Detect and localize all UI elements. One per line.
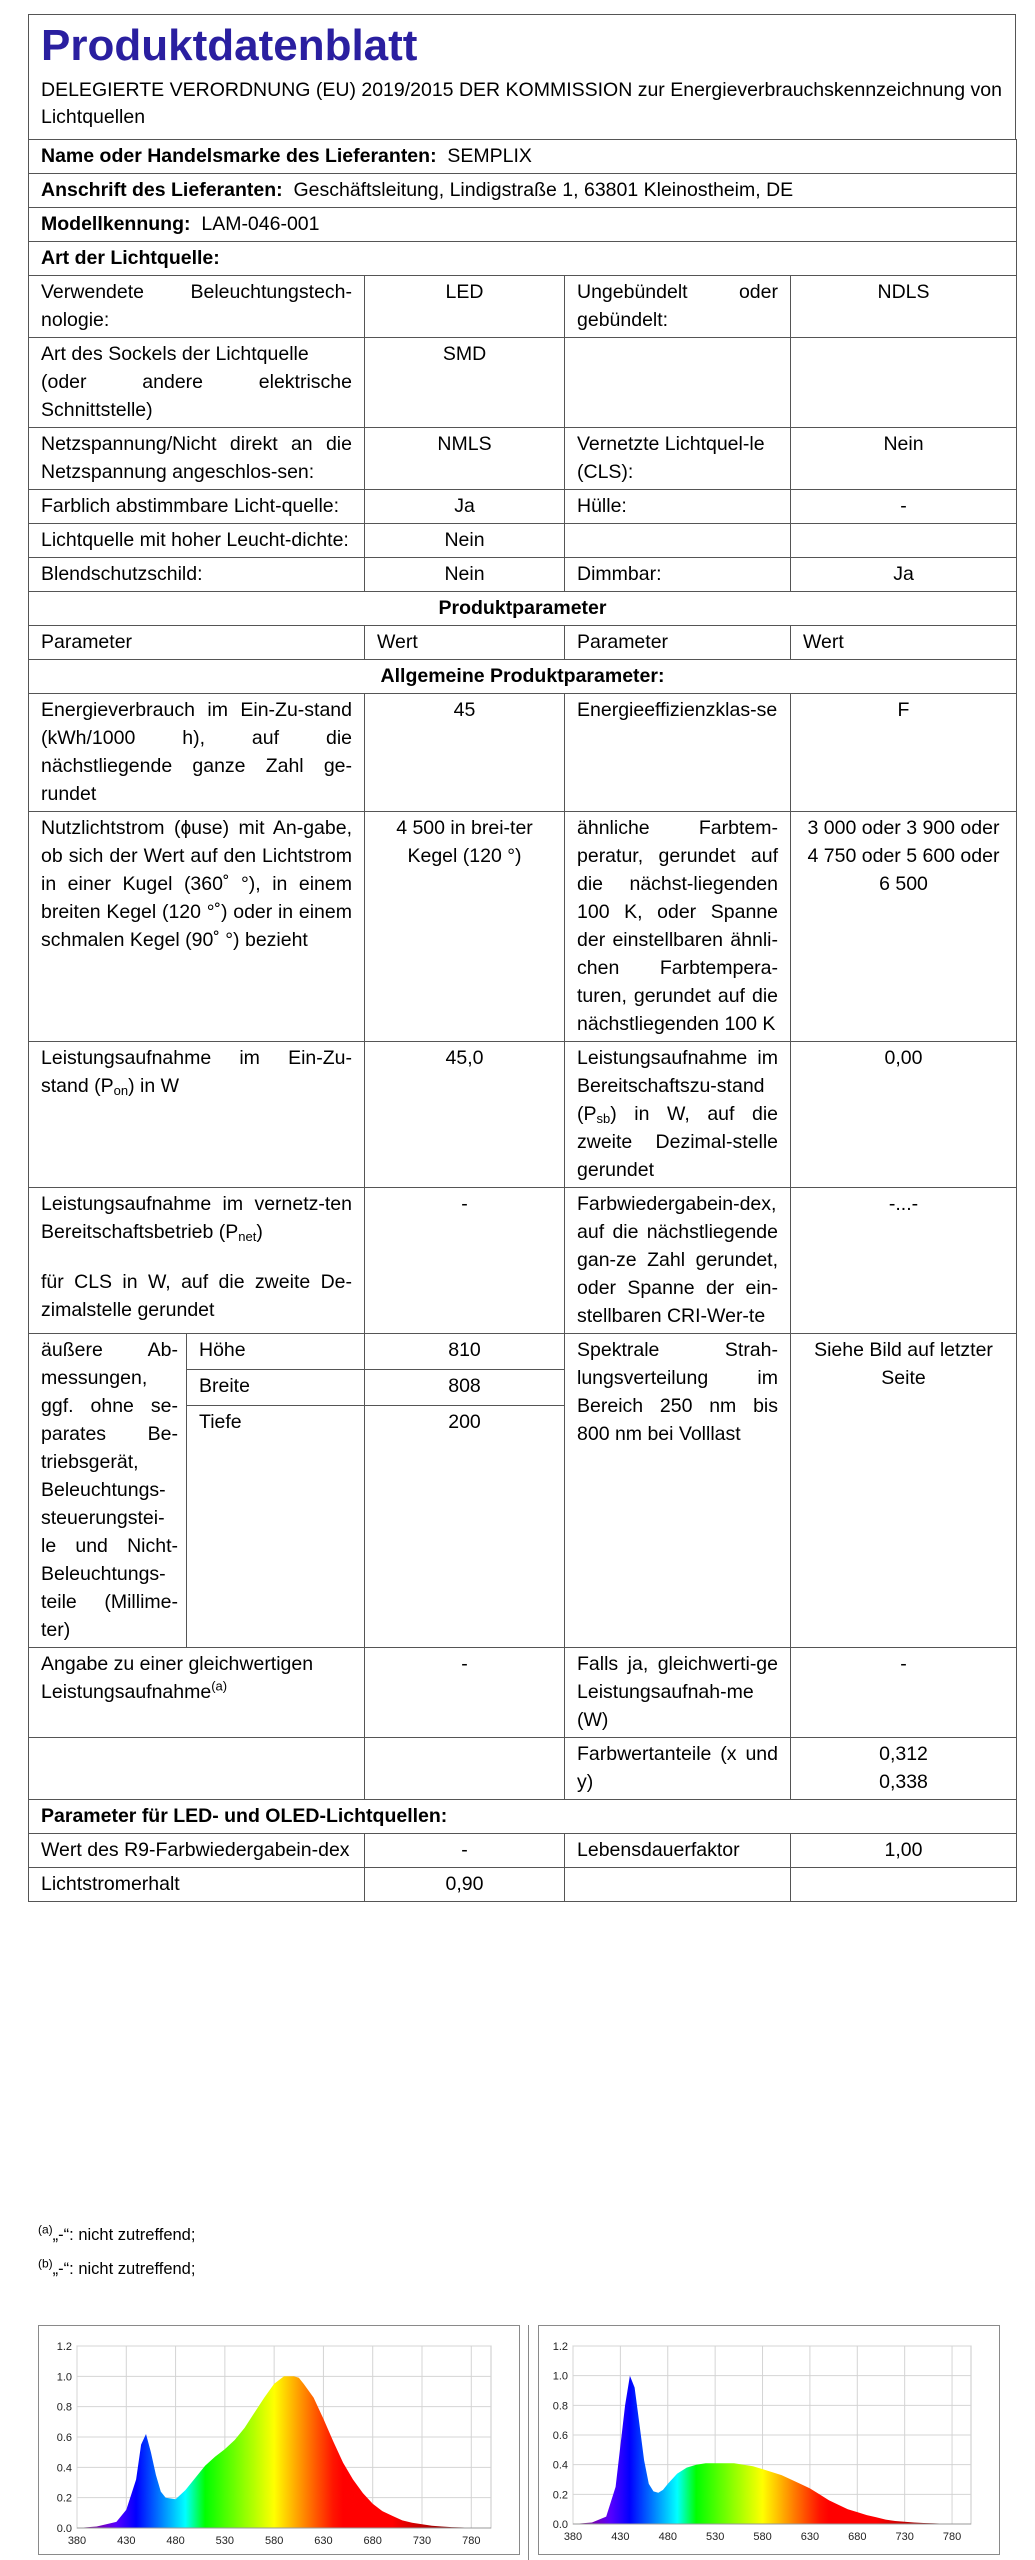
model-row (29, 208, 1017, 242)
high-luminance-label: Lichtquelle mit hoher Leucht-dichte: (29, 524, 365, 558)
model-value: LAM-046-001 (201, 213, 320, 235)
x-tick-label: 730 (412, 2535, 432, 2547)
datasheet-table (28, 139, 1017, 1902)
y-tick-label: 0.8 (552, 2400, 568, 2413)
y-tick-label: 0.0 (56, 2523, 72, 2535)
x-tick-label: 380 (67, 2535, 87, 2547)
on-mode-power-label (29, 1042, 365, 1188)
product-params-heading: Produktparameter (29, 592, 1017, 626)
cap-label (29, 338, 365, 428)
lumen-maintenance-value: 0,90 (365, 1868, 565, 1902)
y-tick-label: 1.0 (552, 2370, 568, 2383)
flux-value: 4 500 in brei-ter Kegel (120 °) (365, 812, 565, 1042)
x-tick-label: 730 (895, 2531, 914, 2543)
col-header-value2: Wert (791, 626, 1017, 660)
psb-label-sub: sb (596, 1111, 611, 1126)
supplier-name-label: Name oder Handelsmarke des Lieferanten: (41, 145, 437, 167)
y-tick-label: 0.6 (552, 2430, 568, 2442)
x-tick-label: 380 (563, 2531, 583, 2543)
footnote-a-text: „-“: nicht zutreffend; (52, 2226, 196, 2244)
y-tick-label: 0.2 (552, 2489, 568, 2502)
pnet-label-text: Leistungsaufnahme im vernetz-ten Bereitschaftsbetrieb (P (41, 1193, 352, 1243)
psb-label-text: Leistungsaufnahme im Bereitschaftszu-stand (P (577, 1047, 778, 1125)
energy-value: 45 (365, 694, 565, 812)
x-tick-label: 480 (166, 2535, 185, 2547)
networked-standby-label (29, 1188, 365, 1334)
colour-tunable-value: Ja (365, 490, 565, 524)
envelope-label: Hülle: (565, 490, 791, 524)
mains-label: Netzspannung/Nicht direkt an die Netzspannung angeschlos-sen: (29, 428, 365, 490)
light-source-heading-row (29, 242, 1017, 276)
col-header-param2: Parameter (565, 626, 791, 660)
x-tick-label: 480 (658, 2531, 677, 2543)
footnote-a-mark: (a) (38, 2222, 53, 2237)
footnote-b (38, 2256, 196, 2279)
empty-cell (187, 1442, 365, 1648)
on-mode-power-value: 45,0 (365, 1042, 565, 1188)
cct-value: 3 000 oder 3 900 oder 4 750 oder 5 600 oder 6 500 (791, 812, 1017, 1042)
height-value: 810 (365, 1334, 565, 1370)
pon-label-text: Leistungsaufnahme im Ein-Zu-stand (P (41, 1047, 352, 1097)
directional-label: Ungebündelt oder gebündelt: (565, 276, 791, 338)
col-header-value: Wert (365, 626, 565, 660)
pnet-label-text2: für CLS in W, auf die zweite De-zimalstelle gerundet (41, 1271, 352, 1321)
x-tick-label: 430 (611, 2531, 630, 2543)
led-params-heading: Parameter für LED- und OLED-Lichtquellen: (29, 1800, 1017, 1834)
supplier-address-cell (29, 174, 1017, 208)
x-tick-label: 530 (705, 2531, 725, 2543)
datasheet (28, 14, 1016, 1902)
y-tick-label: 0.8 (56, 2401, 72, 2414)
supplier-name-value: SEMPLIX (447, 145, 532, 167)
supplier-name-cell (29, 140, 1017, 174)
equivalent-power-claim-value: - (365, 1648, 565, 1738)
empty-cell (365, 1442, 565, 1648)
standby-power-label (565, 1042, 791, 1188)
width-label: Breite (187, 1370, 365, 1406)
regulation-text: DELEGIERTE VERORDNUNG (EU) 2019/2015 DER KOMMISSION zur Energieverbrauchskennzeichnung von Lichtquellen (41, 79, 1002, 128)
x-tick-label: 630 (800, 2531, 820, 2543)
supplier-address-value: Geschäftsleitung, Lindigstraße 1, 63801 Kleinostheim, DE (293, 179, 794, 201)
envelope-value: - (791, 490, 1017, 524)
col-header-param: Parameter (29, 626, 365, 660)
y-tick-label: 1.2 (56, 2341, 72, 2353)
cls-value: Nein (791, 428, 1017, 490)
empty-cell (791, 338, 1017, 428)
spectral-distribution-label: Spektrale Strah-lungsverteilung im Bereich 250 nm bis 800 nm bei Volllast (565, 1334, 791, 1648)
networked-standby-value: - (365, 1188, 565, 1334)
empty-cell (29, 1738, 365, 1800)
y-tick-label: 0.0 (552, 2519, 568, 2531)
spectrum-chart-2 (538, 2325, 1000, 2555)
depth-value: 200 (365, 1406, 565, 1442)
y-tick-label: 0.6 (56, 2432, 72, 2444)
dimmable-label: Dimmbar: (565, 558, 791, 592)
efficiency-class-label: Energieeffizienzklas-se (565, 694, 791, 812)
model-cell (29, 208, 1017, 242)
survival-factor-value: 1,00 (791, 1834, 1017, 1868)
energy-label: Energieverbrauch im Ein-Zu-stand (kWh/1000 h), auf die nächstliegende ganze Zahl ge-rundet (29, 694, 365, 812)
header-block (28, 14, 1016, 139)
r9-label: Wert des R9-Farbwiedergabein-dex (29, 1834, 365, 1868)
chromaticity-x: 0,312 (879, 1743, 928, 1765)
equivalent-power-value: - (791, 1648, 1017, 1738)
equiv-label-text: Angabe zu einer gleichwertigen Leistungsaufnahme (41, 1653, 314, 1703)
r9-value: - (365, 1834, 565, 1868)
psb-label-unit: ) in W, auf die zweite Dezimal-stelle gerundet (577, 1103, 778, 1181)
equivalent-power-claim-label (29, 1648, 365, 1738)
tech-value: LED (365, 276, 565, 338)
empty-cell (565, 524, 791, 558)
x-tick-label: 780 (942, 2531, 962, 2543)
efficiency-class-value: F (791, 694, 1017, 812)
y-tick-label: 0.4 (552, 2459, 568, 2472)
glare-value: Nein (365, 558, 565, 592)
footnote-b-text: „-“: nicht zutreffend; (52, 2260, 196, 2278)
x-tick-label: 780 (462, 2535, 481, 2547)
pnet-label-sub: net (238, 1229, 257, 1244)
cct-label: ähnliche Farbtem-peratur, gerundet auf die nächst-liegenden 100 K, oder Spanne der einstellbaren ähnli-chen Farbtempera-turen, gerundet auf die nächstliegenden 100 K (565, 812, 791, 1042)
spectrum-chart-1-svg (39, 2326, 519, 2554)
y-tick-label: 0.2 (56, 2492, 72, 2505)
cap-value: SMD (365, 338, 565, 428)
general-params-heading: Allgemeine Produktparameter: (29, 660, 1017, 694)
cap-label-line1: Art des Sockels der Lichtquelle (41, 343, 309, 365)
tech-label: Verwendete Beleuchtungstech-nologie: (29, 276, 365, 338)
x-tick-label: 630 (314, 2535, 333, 2547)
chromaticity-y: 0,338 (879, 1771, 928, 1793)
pon-label-sub: on (113, 1083, 129, 1098)
dimmable-value: Ja (791, 558, 1017, 592)
column-header-row (29, 626, 1017, 660)
footnote-a (38, 2222, 196, 2245)
y-tick-label: 0.4 (56, 2462, 72, 2475)
empty-cell (565, 1868, 791, 1902)
cri-label: Farbwiedergabein-dex, auf die nächstliegende gan-ze Zahl gerundet, oder Spanne der ein-stellbaren CRI-Wer-te (565, 1188, 791, 1334)
lumen-maintenance-label: Lichtstromerhalt (29, 1868, 365, 1902)
page-title: Produktdatenblatt (41, 21, 418, 70)
empty-cell (791, 524, 1017, 558)
cri-value: -...- (791, 1188, 1017, 1334)
y-tick-label: 1.0 (56, 2371, 72, 2384)
model-label: Modellkennung: (41, 213, 191, 235)
mains-value: NMLS (365, 428, 565, 490)
footnote-b-mark: (b) (38, 2256, 53, 2271)
spectrum-chart-2-svg (539, 2326, 999, 2554)
supplier-name-row (29, 140, 1017, 174)
width-value: 808 (365, 1370, 565, 1406)
dimensions-label: äußere Ab-messungen, ggf. ohne se-parates Be-triebsgerät, Beleuchtungs-steuerungstei-le und Nicht-Beleuchtungs-teile (Millime-ter) (29, 1334, 187, 1648)
survival-factor-label: Lebensdauerfaktor (565, 1834, 791, 1868)
equiv-footnote-mark: (a) (211, 1678, 228, 1694)
chart-divider (528, 2325, 529, 2560)
spectrum-chart-1 (38, 2325, 520, 2555)
high-luminance-value: Nein (365, 524, 565, 558)
x-tick-label: 580 (264, 2535, 284, 2547)
empty-cell (565, 338, 791, 428)
depth-label: Tiefe (187, 1406, 365, 1442)
pnet-label-paren: ) (256, 1221, 263, 1243)
x-tick-label: 680 (848, 2531, 867, 2543)
x-tick-label: 580 (753, 2531, 772, 2543)
empty-cell (365, 1738, 565, 1800)
directional-value: NDLS (791, 276, 1017, 338)
standby-power-value: 0,00 (791, 1042, 1017, 1188)
x-tick-label: 680 (363, 2535, 382, 2547)
cls-label: Vernetzte Lichtquel-le (CLS): (565, 428, 791, 490)
chromaticity-value (791, 1738, 1017, 1800)
cap-label-line2: (oder andere elektrische Schnittstelle) (41, 371, 352, 421)
x-tick-label: 430 (117, 2535, 136, 2547)
height-label: Höhe (187, 1334, 365, 1370)
supplier-address-label: Anschrift des Lieferanten: (41, 179, 283, 201)
equivalent-power-label: Falls ja, gleichwerti-ge Leistungsaufnah-me (W) (565, 1648, 791, 1738)
light-source-heading: Art der Lichtquelle: (29, 242, 1017, 276)
glare-label: Blendschutzschild: (29, 558, 365, 592)
supplier-address-row (29, 174, 1017, 208)
flux-label: Nutzlichtstrom (ɸuse) mit An-gabe, ob sich der Wert auf den Lichtstrom in einer Kugel (360˚ °), in einem breiten Kegel (120 °˚) oder in einem schmalen Kegel (90˚ °) bezieht (29, 812, 365, 1042)
empty-cell (791, 1868, 1017, 1902)
y-tick-label: 1.2 (552, 2341, 568, 2353)
spectral-distribution-value: Siehe Bild auf letzter Seite (791, 1334, 1017, 1648)
x-tick-label: 530 (215, 2535, 235, 2547)
chromaticity-label: Farbwertanteile (x und y) (565, 1738, 791, 1800)
pon-label-unit: ) in W (128, 1075, 180, 1097)
colour-tunable-label: Farblich abstimmbare Licht-quelle: (29, 490, 365, 524)
